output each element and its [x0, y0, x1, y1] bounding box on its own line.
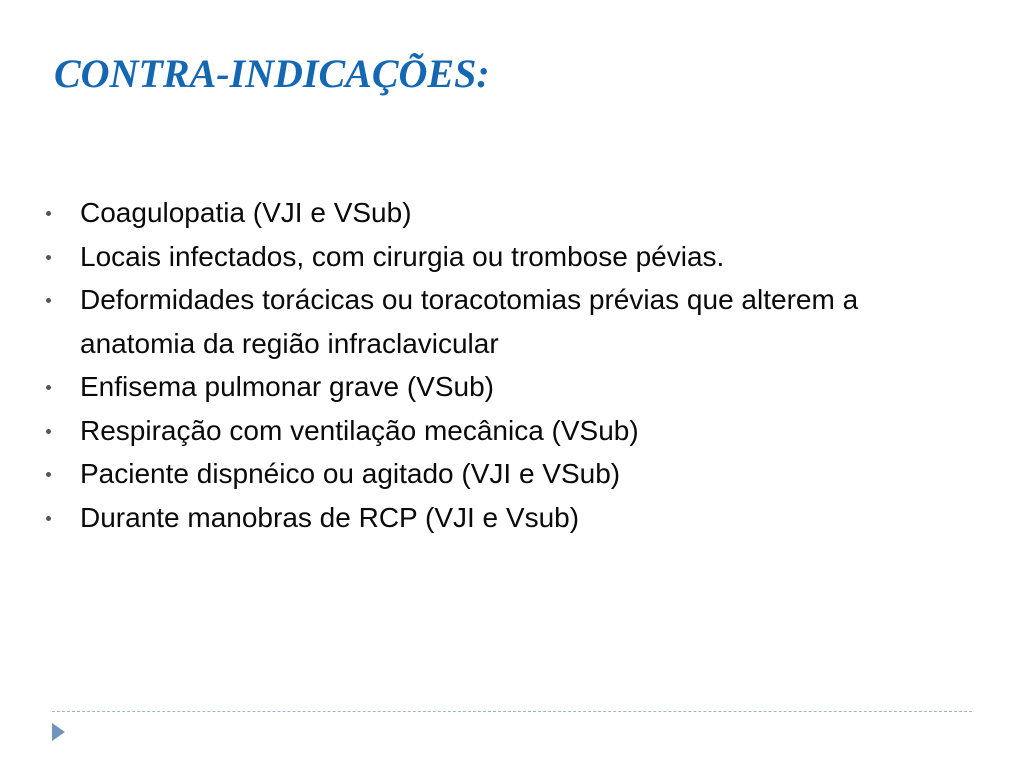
bullet-list [46, 191, 946, 539]
bullet-text: Locais infectados, com cirurgia ou trombose pévias. [80, 240, 725, 272]
bullet-text: Deformidades torácicas ou toracotomias prévias que alterem a anatomia da região infraclavicular [80, 284, 859, 359]
bullet-text: Paciente dispnéico ou agitado (VJI e VSub) [80, 458, 621, 489]
bullet-item-rcp [46, 496, 946, 540]
triangle-right-icon[interactable] [52, 723, 65, 741]
bullet-icon [46, 472, 51, 477]
bullet-text: Coagulopatia (VJI e VSub) [80, 197, 412, 228]
bullet-item-paciente [46, 452, 946, 496]
slide-title: CONTRA-INDICAÇÕES: [54, 51, 490, 96]
bullet-item-locais-infectados [46, 235, 946, 279]
bullet-text: Respiração com ventilação mecânica (VSub) [80, 414, 639, 446]
bullet-item-enfisema [46, 365, 946, 409]
bullet-icon [46, 385, 51, 390]
bullet-item-coagulopatia [46, 191, 946, 235]
bullet-icon [46, 211, 51, 216]
bullet-icon [46, 516, 51, 521]
bullet-item-respiracao [46, 409, 946, 453]
footer-divider [52, 711, 972, 712]
bullet-icon [46, 298, 51, 303]
bullet-icon [46, 429, 51, 434]
bullet-text: Durante manobras de RCP (VJI e Vsub) [80, 501, 580, 533]
bullet-text: Enfisema pulmonar grave (VSub) [80, 371, 494, 402]
bullet-icon [46, 255, 51, 260]
bullet-item-deformidades [46, 278, 946, 365]
